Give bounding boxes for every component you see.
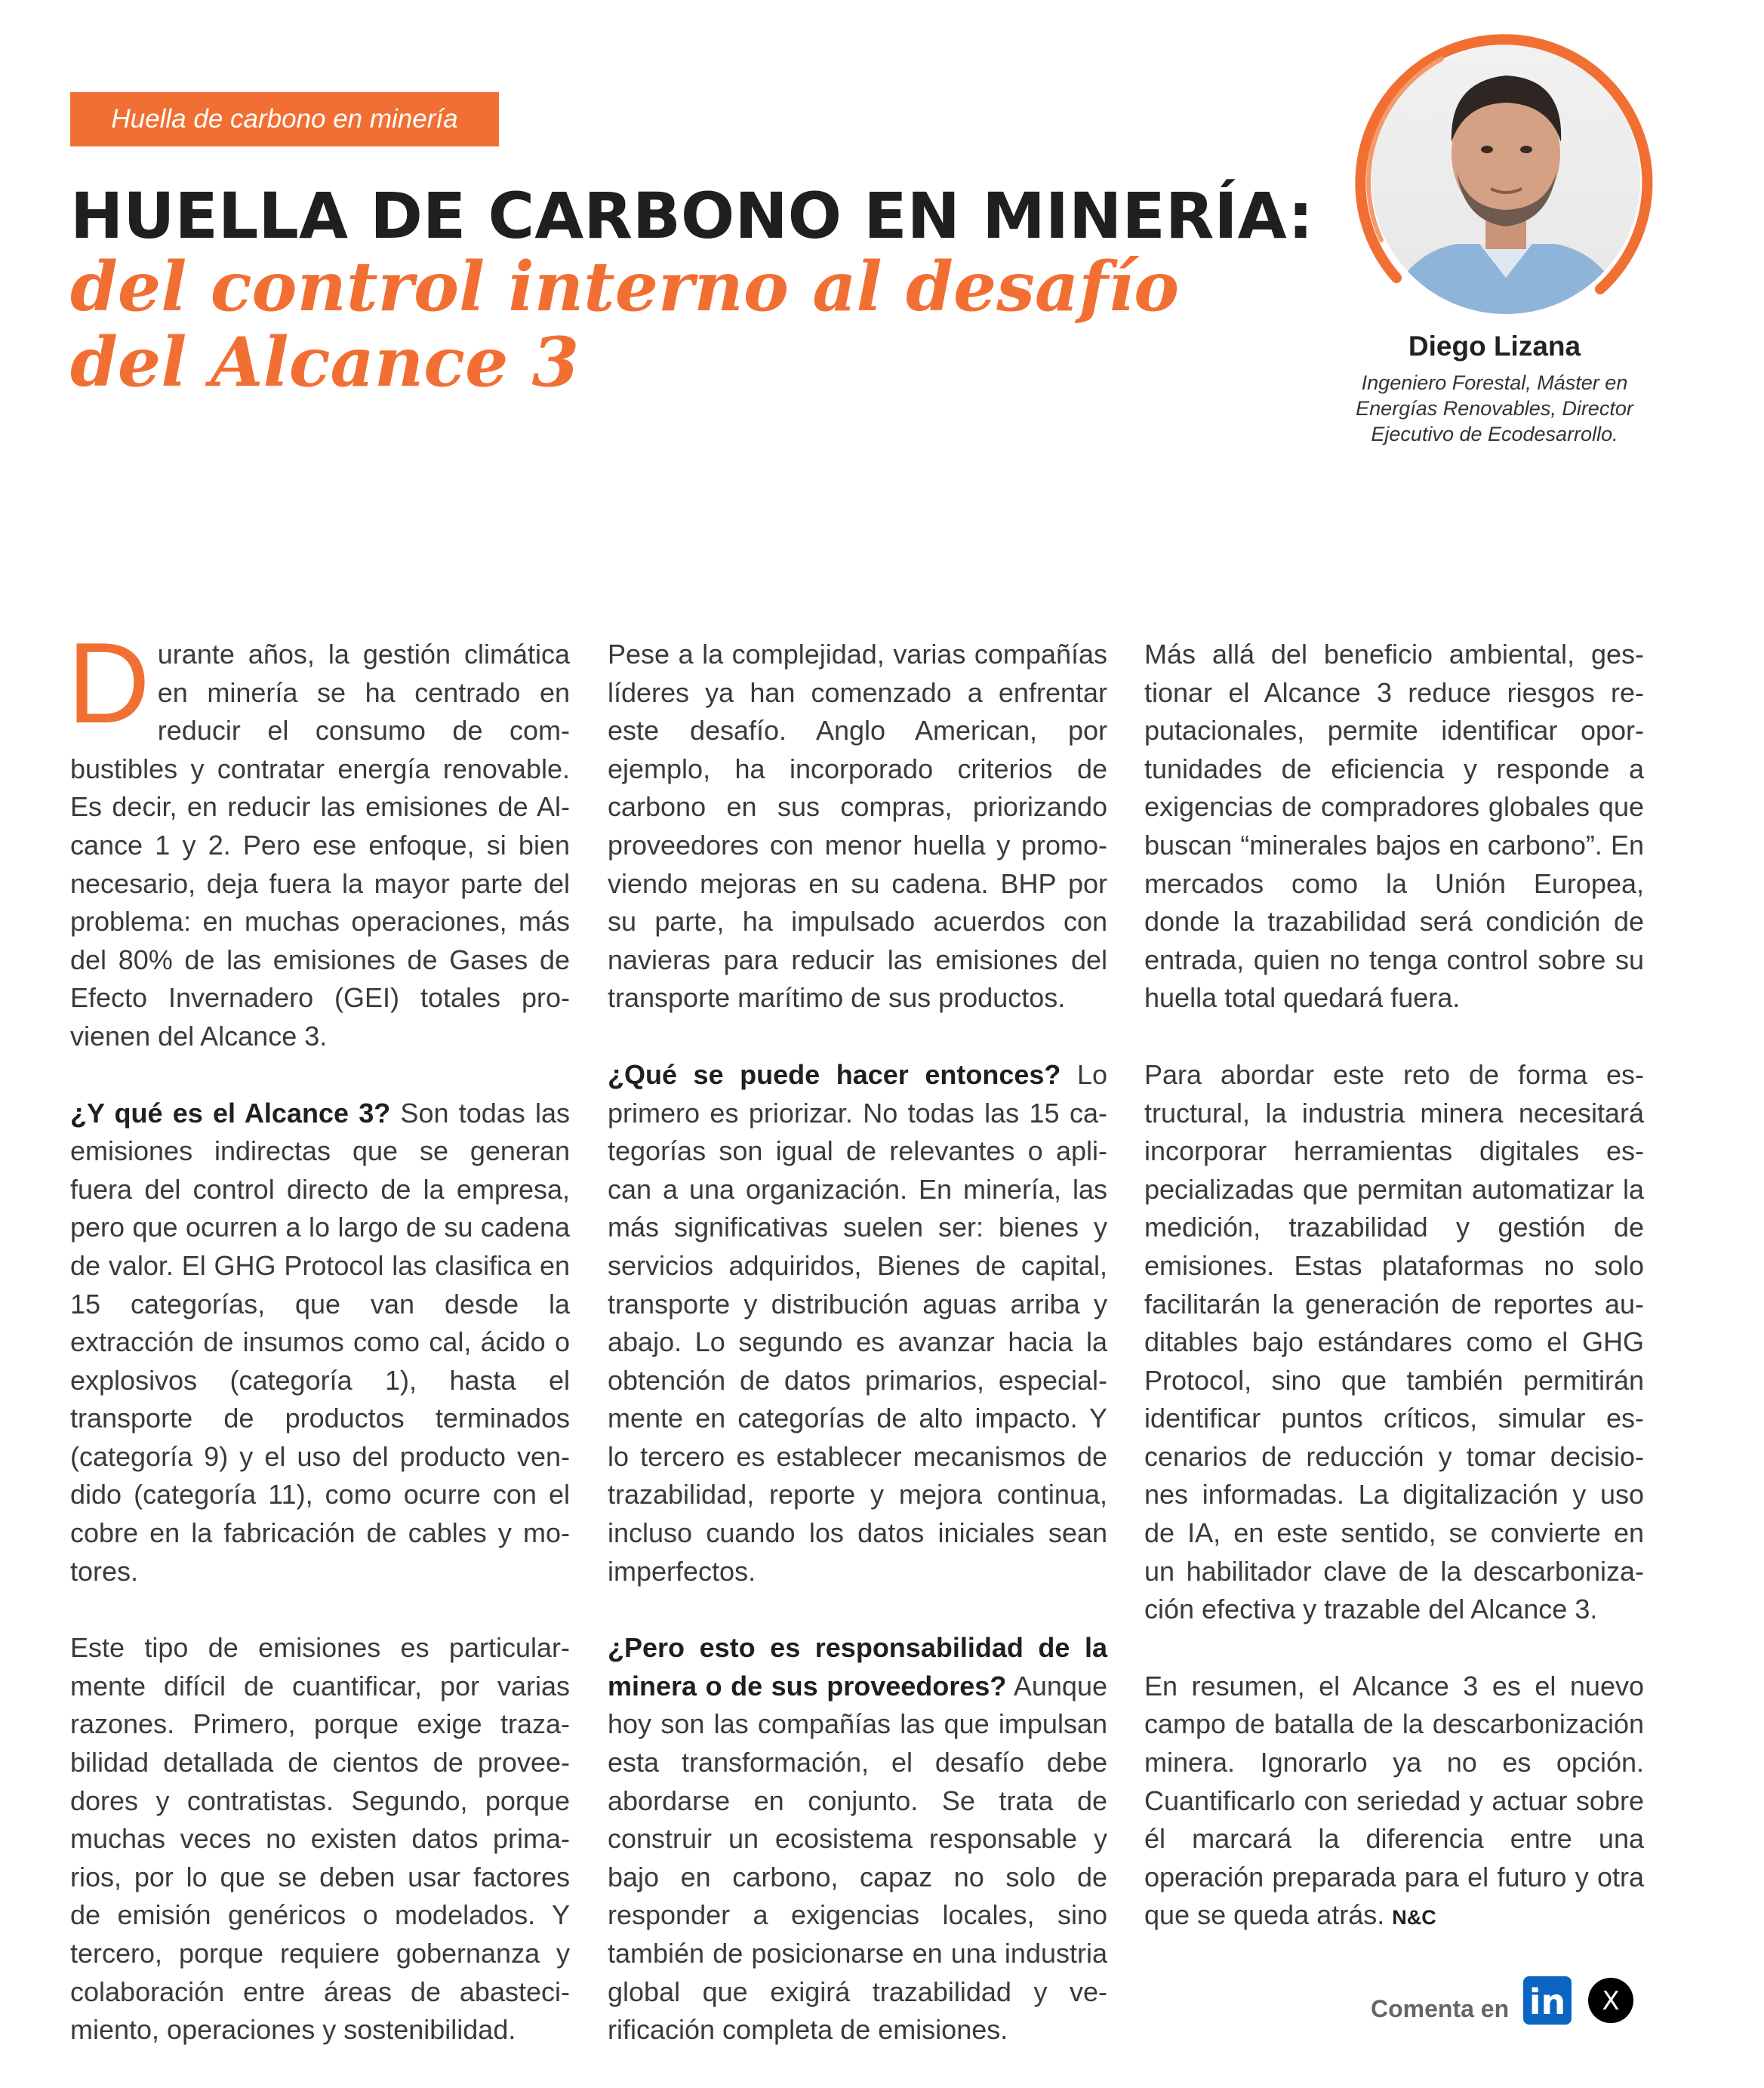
paragraph bbox=[70, 1629, 570, 2050]
paragraph bbox=[608, 1629, 1107, 2050]
author-name: Diego Lizana bbox=[1408, 331, 1581, 362]
publication-signature: N&C bbox=[1392, 1906, 1436, 1929]
paragraph-text: Este tipo de emisiones es particularmente difícil de cuantificar, por varias razones. Primero, porque exige trazabilidad detallada de cientos de proveedores y contratistas. Segundo, porque muchas veces no existen datos primarios, por lo que se deben usar factores de emisión genéricos o modelados. Y tercero, porque requiere gobernanza y colaboración entre áreas de abastecimiento, operaciones y sostenibilidad. bbox=[70, 1632, 570, 2046]
article-column-2 bbox=[608, 636, 1107, 2088]
section-tag: Huella de carbono en minería bbox=[70, 92, 499, 146]
article-column-1 bbox=[67, 619, 570, 2088]
question-heading: ¿Pero esto es responsabilidad de la minera o de sus proveedores? bbox=[608, 1632, 1107, 1702]
linkedin-icon-glyph: in bbox=[1528, 1982, 1566, 2022]
paragraph-text: Aunque hoy son las compañías las que impulsan esta transformación, el desafío debe abordarse en conjunto. Se trata de construir un ecosistema responsable y bajo en carbono, capaz no solo de responder a exigencias locales, sino también de posicionarse en una industria global que exigirá trazabilidad y verificación completa de emisiones. bbox=[608, 1670, 1107, 2046]
article-column-3 bbox=[1144, 636, 1644, 1976]
question-heading: ¿Qué se puede hacer entonces? bbox=[608, 1058, 1061, 1090]
paragraph-text: Son todas las emisiones indirectas que se generan fuera del control directo de la empresa, pero que ocurren a lo largo de su cadena de valor. El GHG Protocol las clasifica en 15 categorías, que van desde la extracción de insumos como cal, ácido o explosivos (categoría 1), hasta el transporte de productos terminados (categoría 9) y el uso del producto vendido (categoría 11), como ocurre con el cobre en la fabricación de cables y motores. bbox=[70, 1097, 570, 1587]
x-icon-glyph: X bbox=[1602, 1986, 1620, 2016]
paragraph bbox=[67, 619, 570, 1056]
paragraph bbox=[1144, 636, 1644, 1018]
headline: HUELLA DE CARBONO EN MINERÍA: bbox=[70, 179, 1313, 253]
paragraph-text: urante años, la gestión climática en minería se ha centrado en reducir el consumo de combustibles y contratar energía renovable. Es decir, en reducir las emisiones de Alcance 1 y 2. Pero ese enfoque, si bien necesario, deja fuera la mayor parte del problema: en muchas operaciones, más del 80% de las emisiones de Gases de Efecto Invernadero (GEI) totales provienen del Alcance 3. bbox=[70, 639, 570, 1052]
paragraph bbox=[70, 1095, 570, 1591]
paragraph-text: Lo primero es priorizar. No todas las 15 categorías son igual de relevantes o aplican a una organización. En minería, las más significativas suelen ser: bienes y servicios adquiridos, Bienes de capital, transporte y distribución aguas arriba y abajo. Lo segundo es avanzar hacia la obtención de datos primarios, especialmente en categorías de alto impacto. Y lo tercero es establecer mecanismos de trazabilidad, reporte y mejora continua, incluso cuando los datos iniciales sean imperfectos. bbox=[608, 1058, 1108, 1587]
author-role-line: Ejecutivo de Ecodesarrollo. bbox=[1371, 423, 1618, 445]
question-heading: ¿Y qué es el Alcance 3? bbox=[70, 1097, 391, 1129]
paragraph bbox=[1144, 1668, 1644, 1937]
paragraph bbox=[1144, 1056, 1644, 1629]
drop-cap: D bbox=[67, 619, 150, 747]
author-role bbox=[1336, 370, 1653, 447]
comment-label: Comenta en bbox=[1371, 1995, 1510, 2022]
paragraph-text: En resumen, el Alcance 3 es el nuevo campo de batalla de la descarbonización minera. Ignorarlo ya no es opción. Cuantificarlo con seriedad y actuar sobre él marcará la diferencia entre una operación preparada para el futuro y otra que se queda atrás. bbox=[1144, 1670, 1644, 1931]
paragraph bbox=[608, 1056, 1107, 1591]
x-icon[interactable] bbox=[1588, 1978, 1633, 2023]
paragraph-text: Pese a la complejidad, varias compañías líderes ya han comenzado a enfrentar este desafío. Anglo American, por ejemplo, ha incorporado criterios de carbono en sus compras, priorizando proveedores con menor huella y promoviendo mejoras en su cadena. BHP por su parte, ha impulsado acuerdos con navieras para reducir las emisiones del transporte marítimo de sus productos. bbox=[608, 639, 1107, 1014]
author-role-line: Energías Renovables, Director bbox=[1356, 397, 1633, 420]
paragraph-text: Más allá del beneficio ambiental, gestionar el Alcance 3 reduce riesgos reputacionales, permite identificar oportunidades de eficiencia y responde a exigencias de compradores globales que buscan “minerales bajos en carbono”. En mercados como la Unión Europea, donde la trazabilidad será condición de entrada, quien no tenga control sobre su huella total quedará fuera. bbox=[1144, 639, 1644, 1014]
linkedin-icon[interactable] bbox=[1523, 1976, 1572, 2025]
subheadline: del control interno al desafío del Alcance 3 bbox=[70, 247, 1180, 402]
paragraph-text: Para abordar este reto de forma estructural, la industria minera necesitará incorporar herramientas digitales especializadas que permitan automatizar la medición, trazabilidad y gestión de emisiones. Estas plataformas no solo facilitarán la generación de reportes auditables bajo estándares como el GHG Protocol, sino que también permitirán identificar puntos críticos, simular escenarios de reducción y tomar decisiones informadas. La digitalización y uso de IA, en este sentido, se convierte en un habilitador clave de la descarbonización efectiva y trazable del Alcance 3. bbox=[1144, 1058, 1644, 1625]
paragraph bbox=[608, 636, 1107, 1018]
author-portrait bbox=[1351, 29, 1653, 331]
author-role-line: Ingeniero Forestal, Máster en bbox=[1361, 371, 1628, 394]
